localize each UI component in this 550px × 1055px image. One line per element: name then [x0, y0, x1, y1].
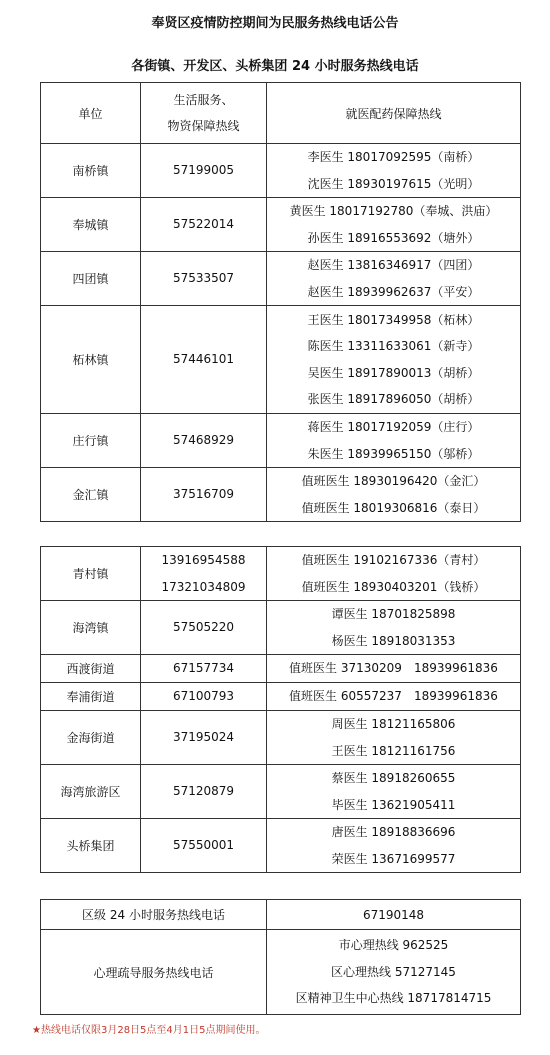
- column-header-living-line2: 物资保障热线: [167, 119, 240, 133]
- medical-contact: 赵医生 13816346917（四团）: [307, 258, 480, 272]
- medical-contact: 吴医生 18917890013（胡桥）: [307, 365, 480, 380]
- medical-contact: 蒋医生 18017192059（庄行）: [307, 420, 480, 434]
- medical-contact: 黄医生 18017192780（奉城、洪庙）: [289, 204, 498, 218]
- medical-contact: 杨医生 18918031353: [331, 633, 456, 648]
- medical-hotline: [267, 819, 521, 873]
- district-hotline-phone: 67190148: [267, 900, 521, 930]
- living-phone: 57468929: [172, 433, 235, 448]
- living-phone: 37516709: [172, 487, 235, 502]
- district-hotline-label: 区级 24 小时服务热线电话: [41, 900, 267, 930]
- medical-contact: 值班医生 19102167336（青村）: [301, 553, 486, 567]
- psych-hotline-lines: [267, 930, 521, 1015]
- medical-contact: 张医生 18917896050（胡桥）: [307, 392, 480, 406]
- table-row: [41, 819, 521, 873]
- medical-contact: 值班医生 18930196420（金汇）: [301, 474, 486, 488]
- table-row: [41, 144, 521, 198]
- medical-hotline: [267, 144, 521, 198]
- footnote: ★热线电话仅限3月28日5点至4月1日5点期间使用。: [32, 1025, 266, 1036]
- living-hotline: [141, 683, 267, 711]
- column-header-living-line1: 生活服务、: [173, 92, 234, 107]
- medical-hotline: [267, 655, 521, 683]
- table-row: [41, 683, 521, 711]
- column-header-medical: 就医配药保障热线: [267, 83, 521, 144]
- living-hotline: [141, 252, 267, 306]
- unit-name: 柘林镇: [41, 306, 141, 414]
- living-phone: 57550001: [172, 838, 235, 853]
- medical-contact: 陈医生 13311633061（新寺）: [307, 339, 480, 353]
- medical-contact: 毕医生 13621905411: [331, 797, 456, 812]
- medical-hotline: [267, 601, 521, 655]
- living-phone: 57533507: [172, 271, 235, 286]
- medical-contact: 李医生 18017092595（南桥）: [307, 150, 480, 164]
- medical-contact: 孙医生 18916553692（塘外）: [307, 230, 480, 245]
- medical-contact: 朱医生 18939965150（邬桥）: [307, 446, 480, 461]
- table-header-row: [41, 83, 521, 144]
- living-hotline: [141, 468, 267, 522]
- unit-name: 海湾旅游区: [41, 765, 141, 819]
- psych-hotline-line: 市心理热线 962525: [338, 938, 449, 953]
- living-hotline: [141, 601, 267, 655]
- living-phone: 57505220: [172, 620, 235, 635]
- unit-name: 海湾镇: [41, 601, 141, 655]
- medical-hotline: [267, 547, 521, 601]
- table-row: [41, 547, 521, 601]
- unit-name: 南桥镇: [41, 144, 141, 198]
- hotline-table-summary: [40, 899, 521, 1015]
- unit-name: 金海街道: [41, 711, 141, 765]
- living-hotline: [141, 144, 267, 198]
- psych-hotline-line: 区精神卫生中心热线 18717814715: [295, 991, 492, 1006]
- medical-contact: 沈医生 18930197615（光明）: [307, 176, 480, 191]
- living-hotline: [141, 711, 267, 765]
- living-phone: 57199005: [172, 163, 235, 178]
- medical-hotline: [267, 306, 521, 414]
- living-phone: 17321034809: [161, 579, 246, 594]
- column-header-unit: 单位: [41, 83, 141, 144]
- medical-contact: 蔡医生 18918260655: [331, 771, 456, 785]
- living-phone: 13916954588: [161, 553, 246, 567]
- medical-hotline: [267, 468, 521, 522]
- table-row: [41, 306, 521, 414]
- living-hotline: [141, 198, 267, 252]
- table-row: [41, 711, 521, 765]
- medical-contact: 唐医生 18918836696: [331, 825, 456, 839]
- living-hotline: [141, 547, 267, 601]
- page-subtitle: 各街镇、开发区、头桥集团 24 小时服务热线电话: [131, 59, 419, 74]
- medical-hotline: [267, 252, 521, 306]
- unit-name: 奉城镇: [41, 198, 141, 252]
- unit-name: 头桥集团: [41, 819, 141, 873]
- living-phone: 67157734: [172, 661, 235, 676]
- psych-hotline-row: [41, 930, 521, 1015]
- medical-hotline: [267, 683, 521, 711]
- hotline-table-part1: [40, 82, 521, 522]
- unit-name: 金汇镇: [41, 468, 141, 522]
- medical-hotline: [267, 711, 521, 765]
- living-hotline: [141, 765, 267, 819]
- living-hotline: [141, 819, 267, 873]
- unit-name: 庄行镇: [41, 414, 141, 468]
- hotline-table-part2: [40, 546, 521, 873]
- table-row: [41, 414, 521, 468]
- medical-contact: 荣医生 13671699577: [331, 851, 456, 866]
- medical-contact: 周医生 18121165806: [331, 717, 456, 731]
- page-title: 奉贤区疫情防控期间为民服务热线电话公告: [151, 16, 399, 31]
- table-row: [41, 601, 521, 655]
- table-row: [41, 468, 521, 522]
- living-phone: 57120879: [172, 784, 235, 799]
- living-phone: 57446101: [172, 352, 235, 367]
- living-hotline: [141, 414, 267, 468]
- unit-name: 奉浦街道: [41, 683, 141, 711]
- table-row: [41, 765, 521, 819]
- medical-contact: 王医生 18121161756: [331, 743, 456, 758]
- living-hotline: [141, 655, 267, 683]
- living-phone: 57522014: [172, 217, 235, 232]
- medical-contact: 王医生 18017349958（柘林）: [307, 312, 480, 327]
- table-row: [41, 252, 521, 306]
- table-row: [41, 198, 521, 252]
- living-phone: 67100793: [172, 689, 235, 704]
- psych-hotline-line: 区心理热线 57127145: [331, 964, 456, 979]
- medical-hotline: [267, 765, 521, 819]
- unit-name: 青村镇: [41, 547, 141, 601]
- medical-contact: 值班医生 18930403201（钱桥）: [301, 579, 486, 594]
- living-phone: 37195024: [172, 730, 235, 745]
- unit-name: 西渡街道: [41, 655, 141, 683]
- column-header-living: [141, 83, 267, 144]
- medical-contact: 值班医生 37130209 18939961836: [289, 661, 498, 676]
- medical-contact: 赵医生 18939962637（平安）: [307, 284, 480, 299]
- living-hotline: [141, 306, 267, 414]
- medical-contact: 值班医生 18019306816（泰日）: [301, 500, 486, 515]
- table-row: [41, 655, 521, 683]
- medical-contact: 谭医生 18701825898: [331, 607, 456, 621]
- district-hotline-row: [41, 900, 521, 930]
- medical-hotline: [267, 198, 521, 252]
- unit-name: 四团镇: [41, 252, 141, 306]
- medical-contact: 值班医生 60557237 18939961836: [289, 689, 498, 704]
- medical-hotline: [267, 414, 521, 468]
- psych-hotline-label: 心理疏导服务热线电话: [41, 930, 267, 1015]
